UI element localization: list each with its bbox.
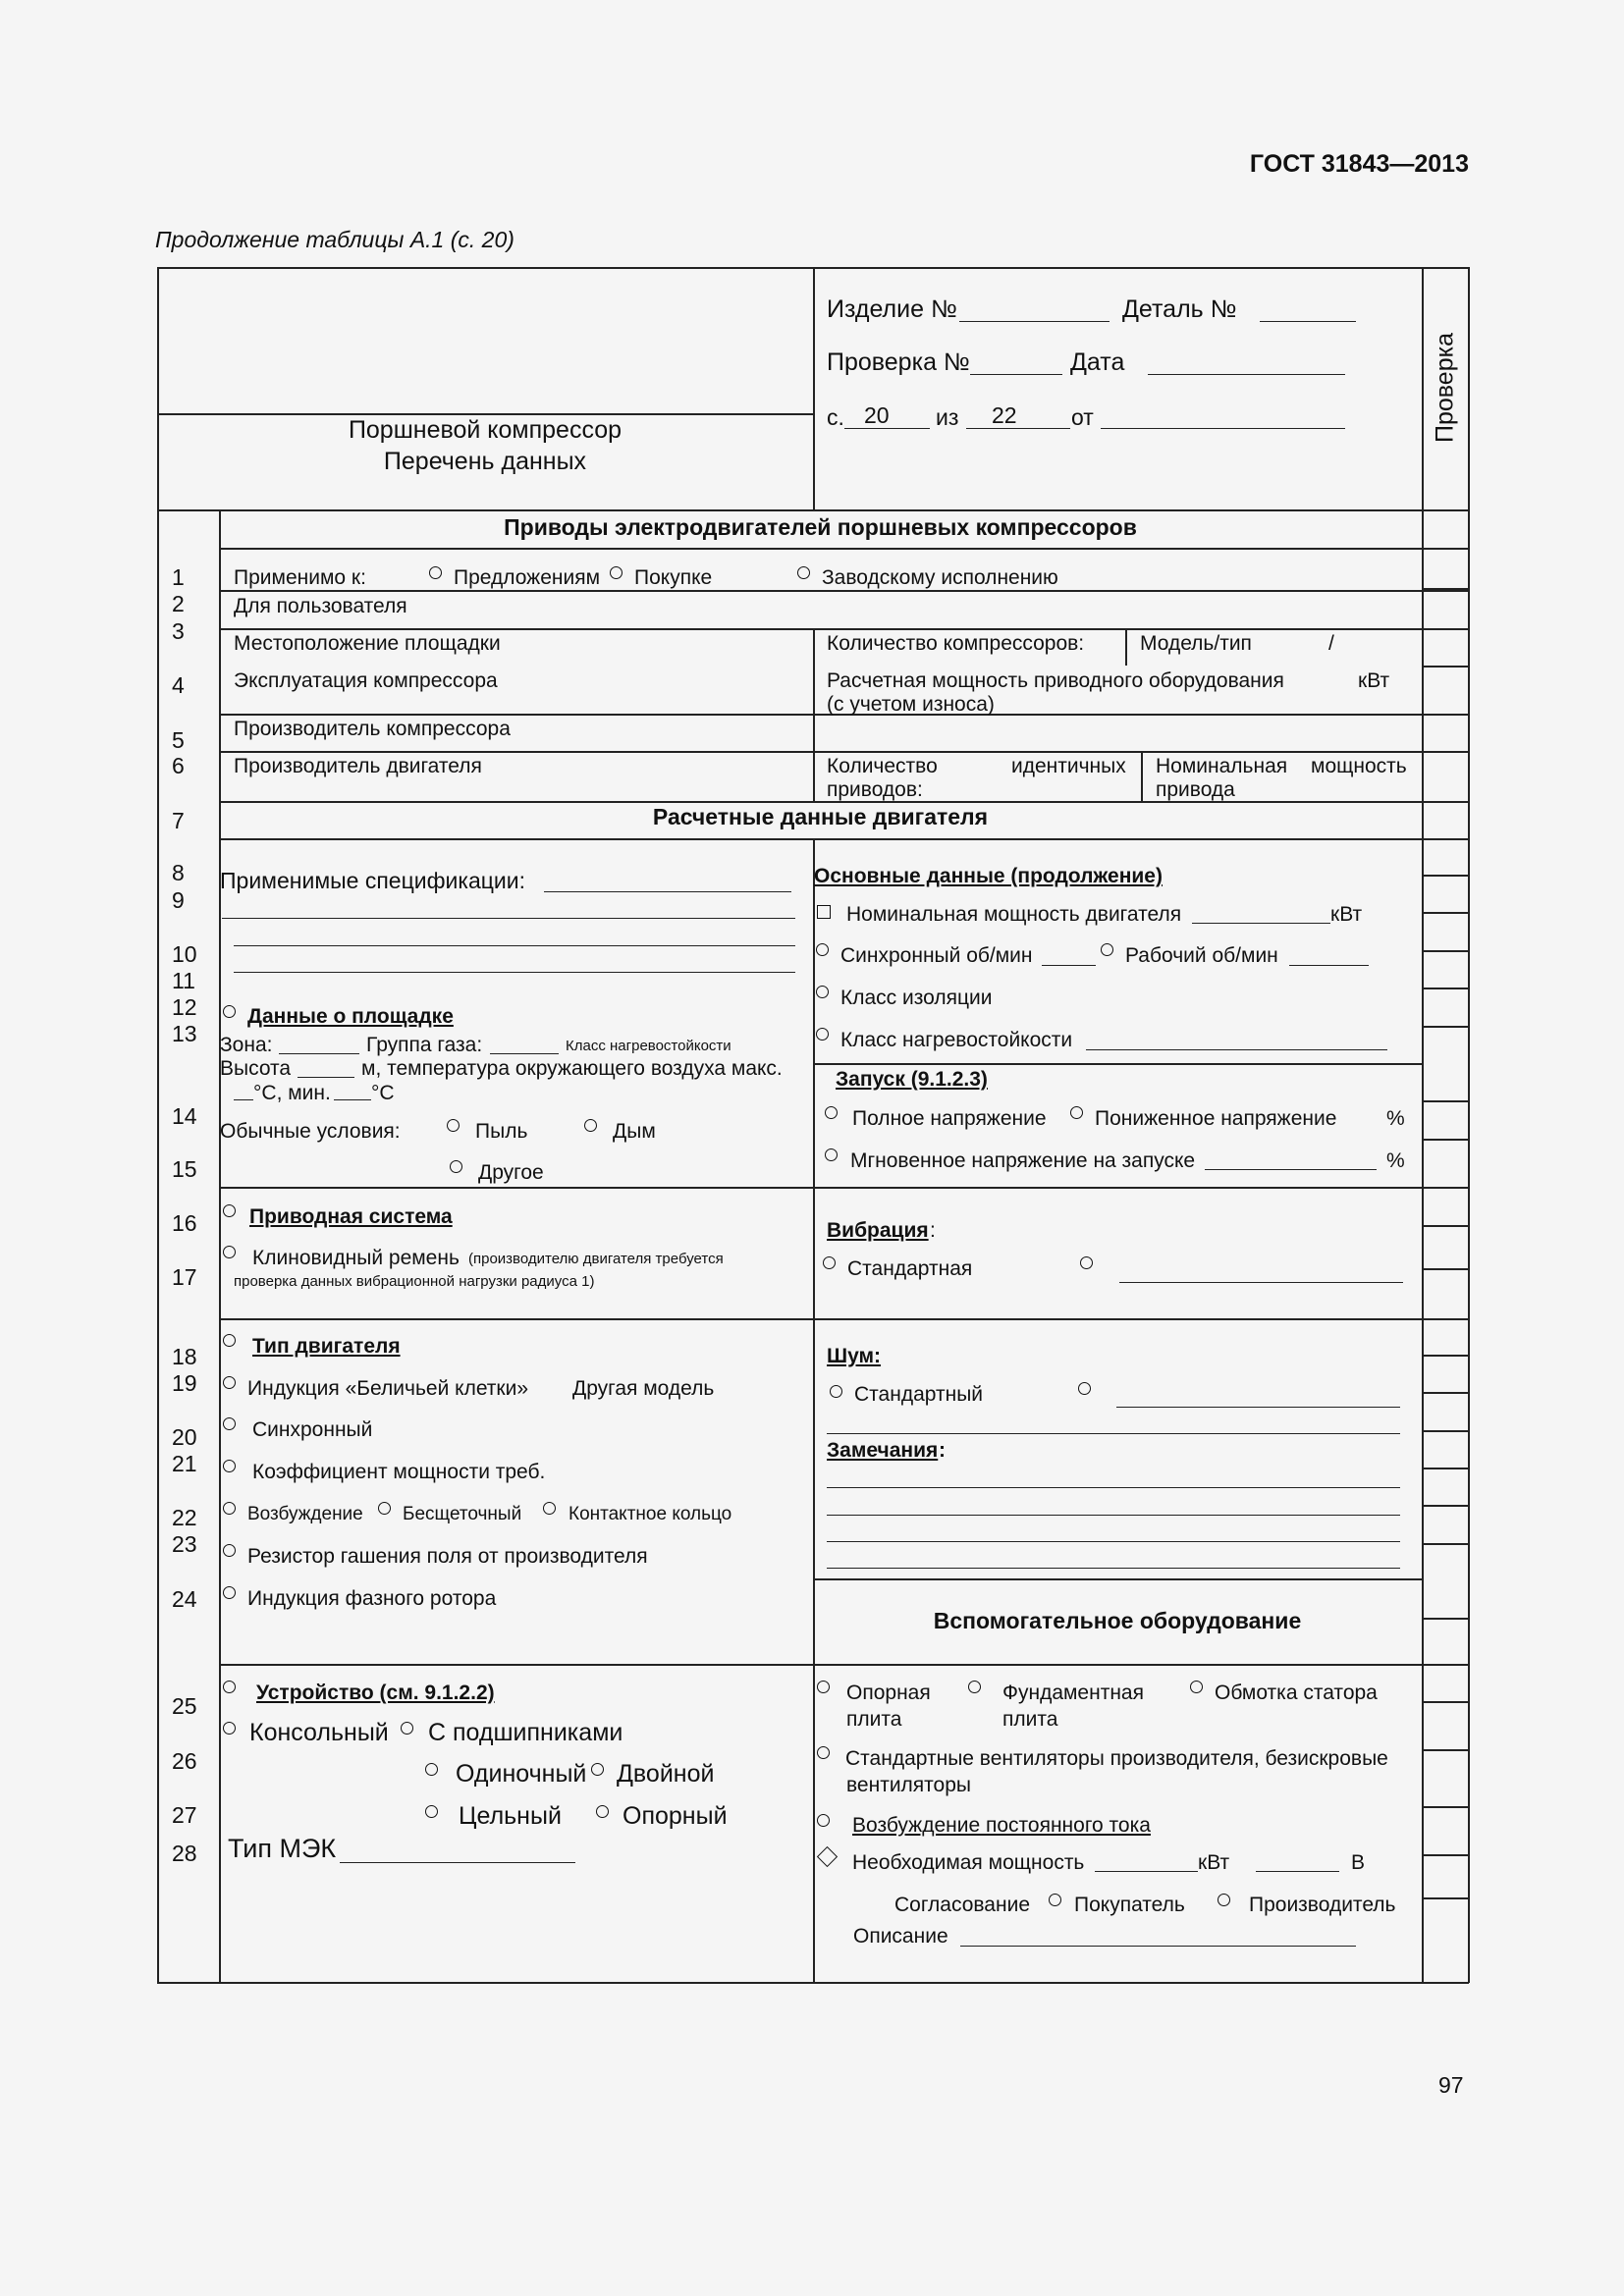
req-power-diamond[interactable] <box>817 1846 838 1867</box>
console-radio[interactable] <box>223 1722 236 1735</box>
table-caption: Продолжение таблицы А.1 (с. 20) <box>155 227 514 252</box>
row-number: 2 <box>172 591 185 616</box>
soleplate-label-2: плита <box>846 1708 902 1731</box>
purchase-radio[interactable] <box>610 566 623 579</box>
page-value: 20 <box>864 402 890 428</box>
page-number: 97 <box>1438 2072 1464 2098</box>
date-field[interactable] <box>1148 374 1345 375</box>
smoke-radio[interactable] <box>584 1119 597 1132</box>
nominal-power-field[interactable] <box>1192 923 1330 924</box>
row-number: 11 <box>172 968 195 993</box>
proposals-label: Предложениям <box>454 566 601 589</box>
squirrel-radio[interactable] <box>223 1376 236 1389</box>
item-no-label: Изделие № <box>827 295 957 323</box>
req-power-label: Необходимая мощность <box>852 1851 1085 1874</box>
iec-type-field[interactable] <box>340 1862 575 1863</box>
heat-class-radio[interactable] <box>816 1028 829 1041</box>
applicable-label: Применимо к: <box>234 566 366 589</box>
row-number: 16 <box>172 1210 197 1236</box>
row-number: 23 <box>172 1531 197 1557</box>
row-number: 8 <box>172 860 185 885</box>
specs-label: Применимые спецификации: <box>220 868 526 893</box>
remarks-line[interactable] <box>827 1541 1400 1542</box>
synchronous-radio[interactable] <box>223 1417 236 1430</box>
drive-power-label: Номинальная <box>1156 755 1288 777</box>
model-type-label: Модель/тип <box>1140 632 1252 655</box>
smoke-label: Дым <box>613 1120 656 1143</box>
remarks-line[interactable] <box>827 1487 1400 1488</box>
slip-ring-label: Контактное кольцо <box>568 1504 732 1524</box>
item-no-field[interactable] <box>959 321 1110 322</box>
row-number: 27 <box>172 1802 197 1828</box>
heat-class-label: Класс нагревостойкости <box>840 1029 1073 1051</box>
buyer-radio[interactable] <box>1049 1894 1061 1906</box>
nominal-power-checkbox[interactable] <box>817 905 831 919</box>
foundation-label: Фундаментная <box>1002 1682 1144 1704</box>
wound-rotor-label: Индукция фазного ротора <box>247 1587 497 1610</box>
row-number: 28 <box>172 1841 197 1866</box>
row-number: 3 <box>172 618 185 644</box>
proposals-radio[interactable] <box>429 566 442 579</box>
motor-maker-label: Производитель двигателя <box>234 755 482 777</box>
slip-ring-radio[interactable] <box>543 1502 556 1515</box>
check-column-header: Проверка <box>1431 333 1459 443</box>
factory-radio[interactable] <box>797 566 810 579</box>
sync-rpm-radio[interactable] <box>816 943 829 956</box>
bearings-radio[interactable] <box>401 1722 413 1735</box>
vibration-standard-radio[interactable] <box>823 1256 836 1269</box>
from-label: от <box>1071 404 1094 430</box>
row-number: 21 <box>172 1451 197 1476</box>
check-no-field[interactable] <box>970 374 1062 375</box>
dc-excitation-radio[interactable] <box>817 1814 830 1827</box>
row-number: 6 <box>172 753 185 778</box>
specs-field[interactable] <box>544 891 791 892</box>
gas-group-field[interactable] <box>490 1053 559 1054</box>
vbelt-note: (производителю двигателя требуется <box>468 1251 724 1267</box>
check-no-label: Проверка № <box>827 348 970 376</box>
row-number: 9 <box>172 887 185 913</box>
noise-other-field[interactable] <box>1116 1407 1400 1408</box>
brushless-radio[interactable] <box>378 1502 391 1515</box>
page-label: с. <box>827 404 844 430</box>
squirrel-label: Индукция «Беличьей клетки» <box>247 1377 529 1400</box>
row-number: 18 <box>172 1344 197 1369</box>
buyer-label: Покупатель <box>1074 1894 1185 1916</box>
identical-count-label-b: идентичных <box>1011 755 1126 777</box>
heat-class-field[interactable] <box>1086 1049 1387 1050</box>
other-model-label: Другая модель <box>572 1377 715 1400</box>
noise-standard-label: Стандартный <box>854 1383 984 1406</box>
reduced-voltage-label: Пониженное напряжение <box>1095 1107 1337 1130</box>
soleplate-radio[interactable] <box>817 1681 830 1693</box>
req-power-volt: В <box>1351 1851 1366 1874</box>
remarks-line[interactable] <box>827 1568 1400 1569</box>
req-voltage-field[interactable] <box>1256 1871 1339 1872</box>
rated-power-unit: кВт <box>1358 669 1390 692</box>
dust-radio[interactable] <box>447 1119 460 1132</box>
row-number: 20 <box>172 1424 197 1450</box>
inst-voltage-pct: % <box>1386 1149 1405 1172</box>
motor-type-radio[interactable] <box>223 1334 236 1347</box>
foundation-label-2: плита <box>1002 1708 1058 1731</box>
single-radio[interactable] <box>425 1763 438 1776</box>
nominal-power-unit: кВт <box>1330 903 1363 926</box>
rated-power-note: (с учетом износа) <box>827 693 995 716</box>
vibration-standard-label: Стандартная <box>847 1257 973 1280</box>
inst-voltage-radio[interactable] <box>825 1148 838 1161</box>
work-rpm-label: Рабочий об/мин <box>1125 944 1278 967</box>
vibration-colon: : <box>930 1219 936 1242</box>
sync-rpm-label: Синхронный об/мин <box>840 944 1033 967</box>
remarks-heading: Замечания <box>827 1439 939 1462</box>
drive-system-heading: Приводная система <box>249 1205 453 1228</box>
of-label: из <box>936 404 959 430</box>
dust-label: Пыль <box>475 1120 528 1143</box>
row-number: 22 <box>172 1505 197 1530</box>
site-location-label: Местоположение площадки <box>234 632 501 655</box>
detail-no-label: Деталь № <box>1122 295 1237 323</box>
aux-heading: Вспомогательное оборудование <box>933 1608 1302 1633</box>
foundation-radio[interactable] <box>968 1681 981 1693</box>
synchronous-label: Синхронный <box>252 1418 373 1441</box>
inst-voltage-field[interactable] <box>1205 1169 1377 1170</box>
description-field[interactable] <box>960 1946 1356 1947</box>
height-label: Высота <box>220 1057 292 1080</box>
row-number: 15 <box>172 1156 197 1182</box>
work-rpm-field[interactable] <box>1289 965 1369 966</box>
motor-type-heading: Тип двигателя <box>252 1335 401 1358</box>
remarks-line[interactable] <box>827 1515 1400 1516</box>
wound-rotor-radio[interactable] <box>223 1586 236 1599</box>
fans-label: Стандартные вентиляторы производителя, безискровые <box>845 1747 1388 1770</box>
heat-class-small: Класс нагревостойкости <box>566 1038 731 1054</box>
section-heading-drives: Приводы электродвигателей поршневых компрессоров <box>504 514 1137 540</box>
support-label: Опорный <box>623 1802 728 1830</box>
full-voltage-radio[interactable] <box>825 1106 838 1119</box>
drive-system-radio[interactable] <box>223 1204 236 1217</box>
field-resistor-label: Резистор гашения поля от производителя <box>247 1545 648 1568</box>
work-rpm-radio[interactable] <box>1101 943 1113 956</box>
req-power-field[interactable] <box>1095 1871 1198 1872</box>
bearings-label: С подшипниками <box>428 1719 623 1746</box>
remarks-colon: : <box>939 1439 946 1462</box>
other-label: Другое <box>478 1161 544 1184</box>
stator-winding-label: Обмотка статора <box>1215 1682 1378 1704</box>
dc-excitation-label: Возбуждение постоянного тока <box>852 1814 1151 1837</box>
compressor-maker-label: Производитель компрессора <box>234 718 511 740</box>
fans-label-2: вентиляторы <box>846 1774 972 1796</box>
zone-label: Зона: <box>220 1034 273 1056</box>
temp-min-field[interactable] <box>334 1099 371 1100</box>
sync-rpm-field[interactable] <box>1042 965 1096 966</box>
temp-min-label: °С, мин. <box>253 1082 331 1104</box>
height-rest: м, температура окружающего воздуха макс. <box>361 1057 783 1080</box>
temp-unit: °С <box>371 1082 395 1104</box>
reduced-voltage-pct: % <box>1386 1107 1405 1130</box>
purchase-label: Покупке <box>634 566 713 589</box>
double-label: Двойной <box>617 1760 715 1788</box>
basic-data-heading: Основные данные (продолжение) <box>814 865 1163 887</box>
of-value: 22 <box>992 402 1017 428</box>
excitation-label: Возбуждение <box>247 1504 363 1524</box>
description-label: Описание <box>853 1925 948 1948</box>
temp-max-field[interactable] <box>234 1099 253 1100</box>
other-radio[interactable] <box>450 1160 462 1173</box>
pf-label: Коэффициент мощности треб. <box>252 1461 546 1483</box>
zone-field[interactable] <box>279 1053 359 1054</box>
drive-power-label-2: привода <box>1156 778 1235 801</box>
iec-type-label: Тип МЭК <box>228 1834 337 1863</box>
row-number: 4 <box>172 672 185 698</box>
start-heading: Запуск (9.1.2.3) <box>836 1068 988 1091</box>
site-data-radio[interactable] <box>223 1005 236 1018</box>
req-power-kw: кВт <box>1198 1851 1230 1874</box>
row-number: 25 <box>172 1693 197 1719</box>
reduced-voltage-radio[interactable] <box>1070 1106 1083 1119</box>
row-number: 19 <box>172 1370 197 1396</box>
brushless-label: Бесщеточный <box>403 1504 522 1524</box>
excitation-radio[interactable] <box>223 1502 236 1515</box>
full-voltage-label: Полное напряжение <box>852 1107 1047 1130</box>
insulation-label: Класс изоляции <box>840 987 993 1009</box>
vibration-other-field[interactable] <box>1119 1282 1403 1283</box>
form-title: Поршневой компрессор <box>348 416 623 444</box>
noise-standard-radio[interactable] <box>830 1385 842 1398</box>
vbelt-note-2: проверка данных вибрационной нагрузки радиуса 1) <box>234 1273 595 1290</box>
vibration-other-radio[interactable] <box>1080 1256 1093 1269</box>
row-number: 7 <box>172 808 185 833</box>
manufacturer-radio[interactable] <box>1218 1894 1230 1906</box>
standard-number: ГОСТ 31843—2013 <box>1249 150 1469 178</box>
agreement-label: Согласование <box>894 1894 1030 1916</box>
insulation-radio[interactable] <box>816 986 829 998</box>
rated-power-label: Расчетная мощность приводного оборудования <box>827 669 1284 692</box>
vibration-heading: Вибрация <box>827 1219 929 1242</box>
single-label: Одиночный <box>456 1760 587 1788</box>
nominal-power-label: Номинальная мощность двигателя <box>846 903 1182 926</box>
manufacturer-label: Производитель <box>1249 1894 1396 1916</box>
double-radio[interactable] <box>591 1763 604 1776</box>
row-number: 17 <box>172 1264 197 1290</box>
fans-radio[interactable] <box>817 1746 830 1759</box>
row-number: 12 <box>172 994 197 1020</box>
solid-label: Цельный <box>459 1802 562 1830</box>
from-field[interactable] <box>1101 428 1345 429</box>
pf-radio[interactable] <box>223 1460 236 1472</box>
console-label: Консольный <box>249 1719 389 1746</box>
factory-label: Заводскому исполнению <box>822 566 1058 589</box>
soleplate-label: Опорная <box>846 1682 931 1704</box>
operation-label: Эксплуатация компрессора <box>234 669 498 692</box>
identical-count-label-2: приводов: <box>827 778 923 801</box>
model-slash: / <box>1328 632 1334 655</box>
row-number: 24 <box>172 1586 197 1612</box>
device-radio[interactable] <box>223 1681 236 1693</box>
noise-other-radio[interactable] <box>1078 1382 1091 1395</box>
compressor-count-label: Количество компрессоров: <box>827 632 1085 655</box>
row-number: 5 <box>172 727 185 753</box>
normal-conditions-label: Обычные условия: <box>220 1120 401 1143</box>
row-number: 26 <box>172 1748 197 1774</box>
row-number: 1 <box>172 564 185 590</box>
field-resistor-radio[interactable] <box>223 1544 236 1557</box>
row-number: 14 <box>172 1103 197 1129</box>
noise-heading: Шум: <box>827 1345 882 1367</box>
date-label: Дата <box>1070 348 1125 376</box>
site-data-heading: Данные о площадке <box>247 1005 454 1028</box>
row-number: 13 <box>172 1021 197 1046</box>
height-field[interactable] <box>298 1077 354 1078</box>
detail-no-field[interactable] <box>1260 321 1356 322</box>
row-number: 10 <box>172 941 197 967</box>
support-radio[interactable] <box>596 1805 609 1818</box>
for-user-label: Для пользователя <box>234 595 407 617</box>
solid-radio[interactable] <box>425 1805 438 1818</box>
device-heading: Устройство (см. 9.1.2.2) <box>256 1682 495 1704</box>
identical-count-label: Количество <box>827 755 938 777</box>
drive-power-label-b: мощность <box>1311 755 1407 777</box>
gas-group-label: Группа газа: <box>366 1034 483 1056</box>
vbelt-radio[interactable] <box>223 1246 236 1258</box>
stator-winding-radio[interactable] <box>1190 1681 1203 1693</box>
section-heading-motor-data: Расчетные данные двигателя <box>652 804 989 829</box>
vbelt-label: Клиновидный ремень <box>252 1247 460 1269</box>
form-subtitle: Перечень данных <box>383 448 587 475</box>
inst-voltage-label: Мгновенное напряжение на запуске <box>850 1149 1196 1172</box>
